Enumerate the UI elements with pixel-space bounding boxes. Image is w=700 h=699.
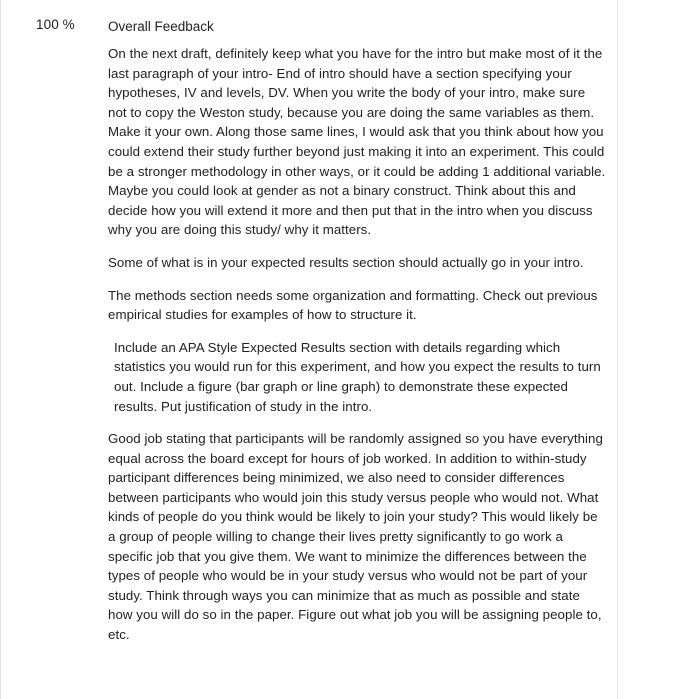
feedback-title: Overall Feedback [108,19,214,34]
score-value: 100 % [36,17,75,32]
feedback-paragraph-intro: On the next draft, definitely keep what you have for the intro but make most of it the last paragraph of your intro- End of intro should have a section specifying your hypotheses, IV and levels, DV. When you write the body of your intro, make sure not to copy the Weston study, because you are doing the same variables as them. Make it your own. Along those same lines, I would ask that you think about how you could extend their study further beyond just making it into an experiment. This could be a stronger methodology in other ways, or it could be adding 1 additional variable. Maybe you could look at gender as not a binary construct. Think about this and decide how you will extend it more and then put that in the intro when you discuss why you are doing this study/ why it matters. [108,46,606,238]
feedback-paragraph-methods: The methods section needs some organization and formatting. Check out previous empirical studies for examples of how to structure it. [108,287,598,323]
panel-left-border [0,0,1,699]
feedback-paragraph-apa-results: Include an APA Style Expected Results section with details regarding which statistics you would run for this experiment, and how you expect the results to turn out. Include a figure (bar graph or line graph) to demonstrate these expected results. Put justification of study in the intro. [114,339,601,414]
feedback-paragraph-participants: Good job stating that participants will be randomly assigned so you have everything equal across the board except for hours of job worked. In addition to within-study participant differences being minimized, we also need to consider differences between participants who would join this study versus people who would not. What kinds of people do you think would be likely to join your study? This would likely be a group of people willing to change their lives pretty significantly to go work a specific job that you give them. We want to minimize the differences between the types of people who would be in your study versus who would not be part of your study. Think through ways you can minimize that as much as possible and state how you will do so in the paper. Figure out what job you will be assigning people to, etc. [108,431,603,643]
panel-right-border [617,0,618,699]
overall-feedback-panel [108,17,606,658]
feedback-paragraph-expected-results: Some of what is in your expected results section should actually go in your intro. [108,254,584,270]
